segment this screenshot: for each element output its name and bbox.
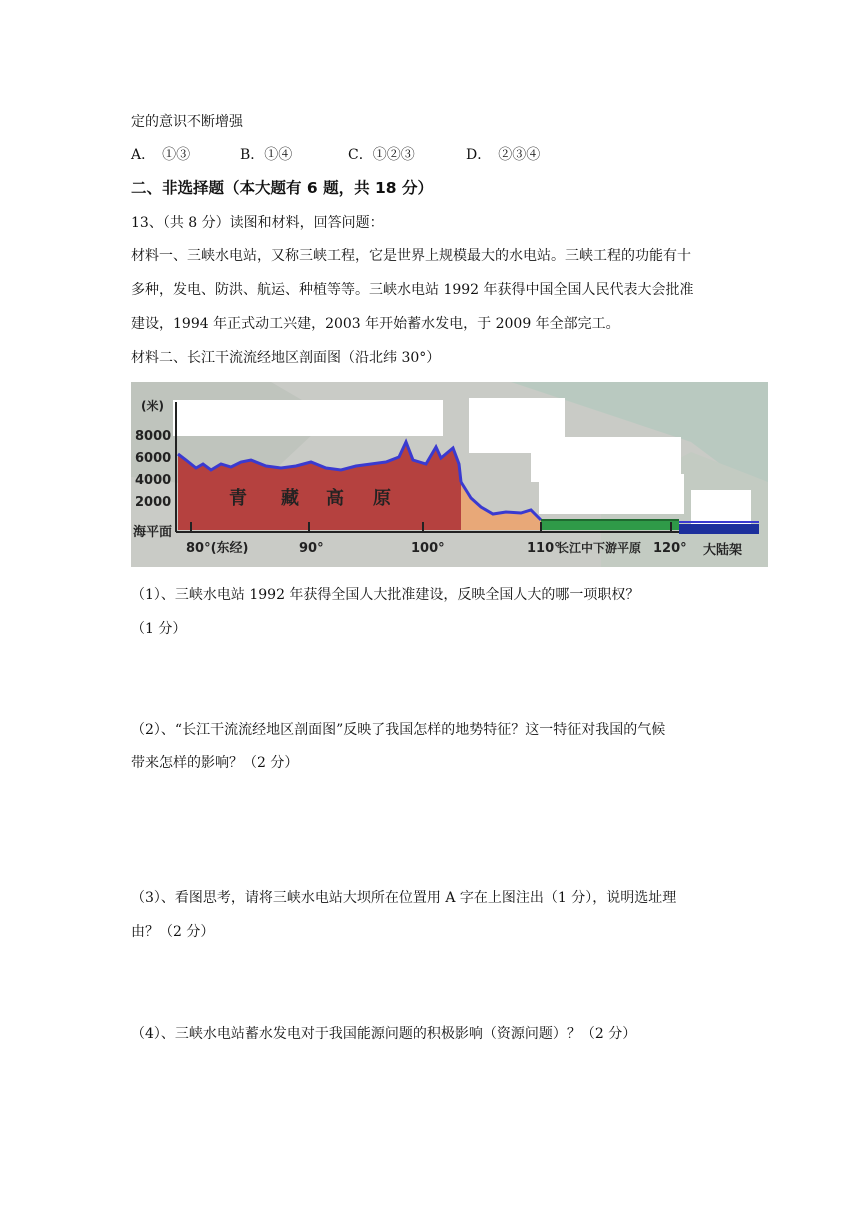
option-a: A． ①③ xyxy=(131,147,191,163)
question-1-line-1: （1）、三峡水电站 1992 年获得全国人大批准建设，反映全国人大的哪一项职权？ xyxy=(131,587,640,603)
option-d: D． ②③④ xyxy=(466,147,541,163)
shelf-label: 大陆架 xyxy=(703,543,743,558)
x-tick-label: 100° xyxy=(411,541,445,556)
question-13-intro: 13、（共 8 分）读图和材料，回答问题： xyxy=(131,215,384,231)
question-1-line-2: （1 分） xyxy=(131,621,187,637)
material-1-line-1: 材料一、三峡水电站，又称三峡工程，它是世界上规模最大的水电站。三峡工程的功能有十 xyxy=(131,248,691,264)
y-tick-label: 8000 xyxy=(135,429,172,444)
plateau-char: 藏 xyxy=(281,488,299,509)
mask-block-5 xyxy=(691,490,751,525)
question-3-line-2: 由？（2 分） xyxy=(131,924,215,940)
x-tick-label: 90° xyxy=(299,541,324,556)
y-unit-label: (米) xyxy=(141,399,164,413)
y-tick-label: 4000 xyxy=(135,473,172,488)
plain-label: 长江中下游平原 xyxy=(557,541,642,555)
plain-region xyxy=(541,520,679,530)
material-1-line-3: 建设，1994 年正式动工兴建，2003 年开始蓄水发电，于 2009 年全部完工。 xyxy=(131,316,620,332)
x-tick-label: 110° xyxy=(527,541,561,556)
question-4-line-1: （4）、三峡水电站蓄水发电对于我国能源问题的积极影响（资源问题）？（2 分） xyxy=(131,1026,637,1042)
y-tick-label: 6000 xyxy=(135,451,172,466)
option-b: B．①④ xyxy=(240,147,293,163)
yangtze-profile-figure xyxy=(131,382,768,567)
question-3-line-1: （3）、看图思考，请将三峡水电站大坝所在位置用 A 字在上图注出（1 分），说明选址理 xyxy=(131,890,677,906)
y-tick-label: 2000 xyxy=(135,495,172,510)
mask-block-4 xyxy=(539,474,684,514)
section-title: 二、非选择题（本大题有 6 题，共 18 分） xyxy=(131,179,433,197)
sea-level-label: 海平面 xyxy=(133,525,173,540)
material-2-title: 材料二、长江干流流经地区剖面图（沿北纬 30°） xyxy=(131,350,441,366)
plateau-char: 青 xyxy=(229,488,247,509)
shelf-region xyxy=(679,524,759,534)
material-1-line-2: 多种，发电、防洪、航运、种植等等。三峡水电站 1992 年获得中国全国人民代表大会批准 xyxy=(131,282,694,298)
x-tick-label: 120° xyxy=(653,541,687,556)
question-2-line-2: 带来怎样的影响？（2 分） xyxy=(131,755,299,771)
question-2-line-1: （2）、“长江干流流经地区剖面图”反映了我国怎样的地势特征？这一特征对我国的气候 xyxy=(131,722,666,738)
plateau-char: 原 xyxy=(373,488,391,509)
plateau-char: 高 xyxy=(326,488,344,509)
mask-block-1 xyxy=(173,400,443,436)
carry-over-text: 定的意识不断增强 xyxy=(131,114,243,130)
option-c: C．①②③ xyxy=(348,147,415,163)
x-tick-label: 80°(东经) xyxy=(186,541,249,556)
